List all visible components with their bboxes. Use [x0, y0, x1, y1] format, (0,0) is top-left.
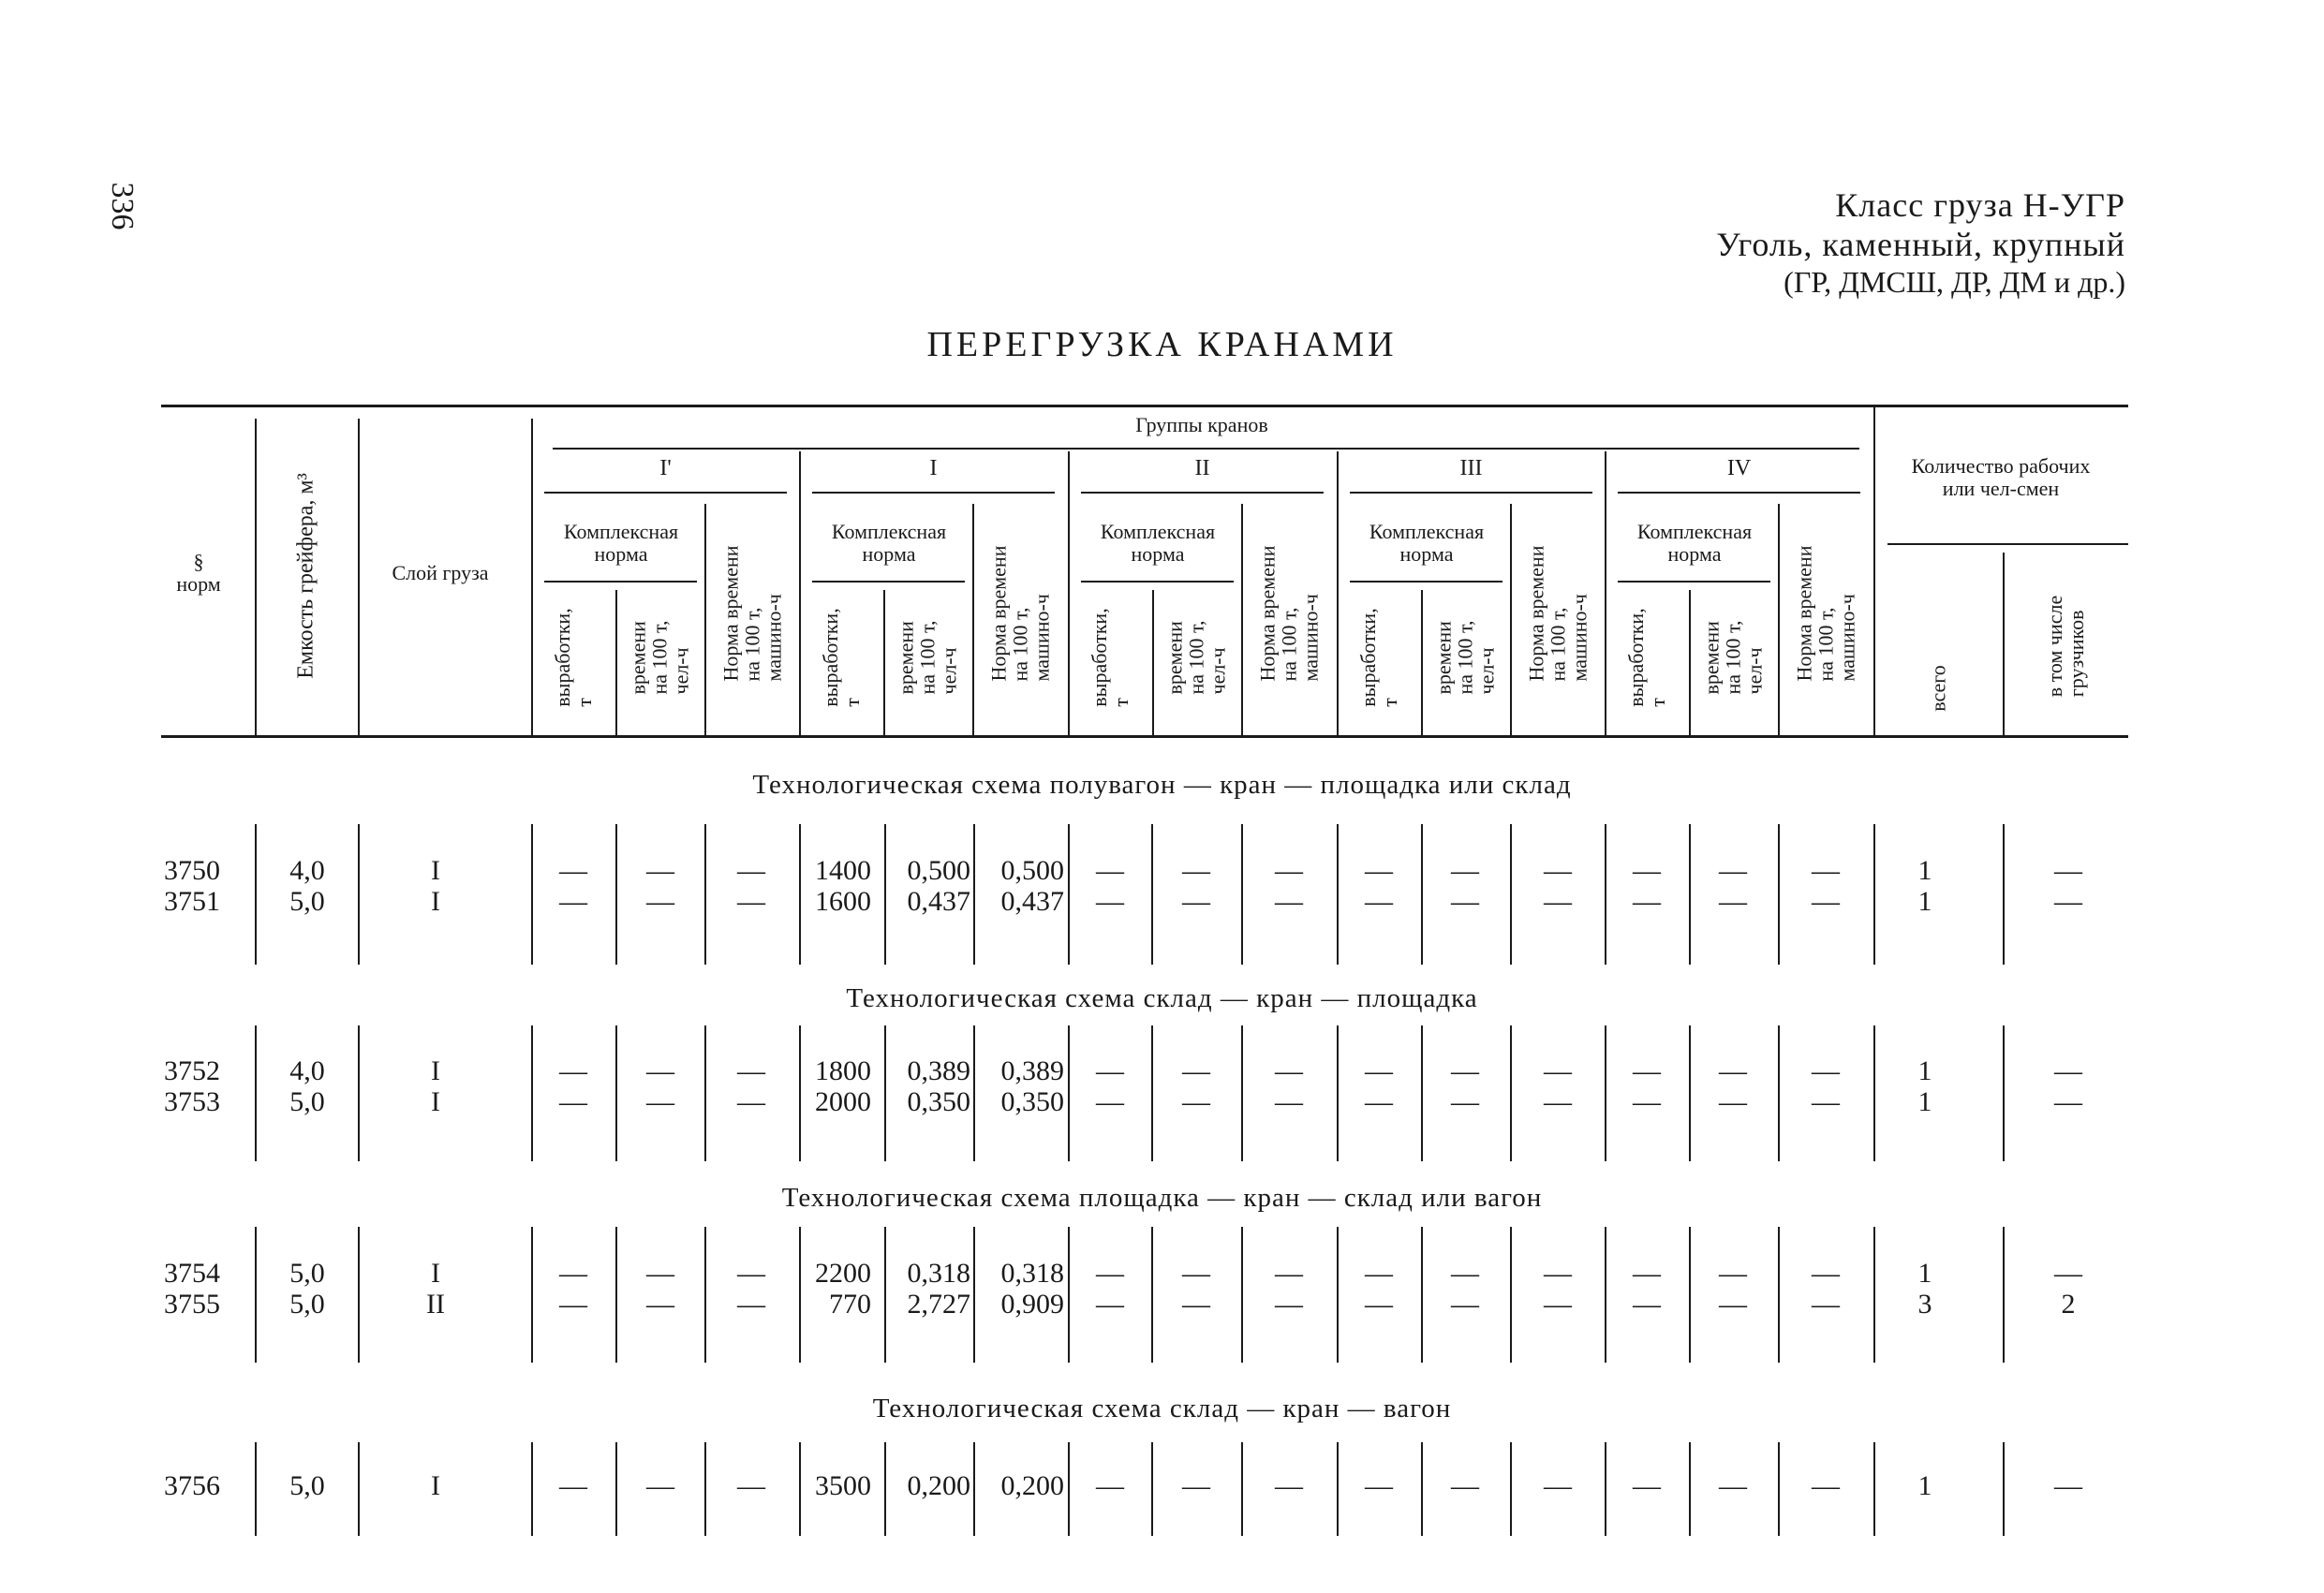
loaders-count-cell: — [2054, 1470, 2082, 1501]
norm-number-cell: 3751 [164, 886, 220, 917]
output-subheader: выработки, т [550, 608, 596, 707]
workers-total-cell: 1 [1917, 1470, 1932, 1501]
group-3-output-cell: — [1365, 855, 1393, 886]
group-rule [544, 492, 787, 494]
complex-norm-rule [1081, 581, 1234, 583]
group-1-output-cell: 770 [829, 1289, 871, 1320]
group-1prime-output-cell: — [559, 886, 587, 917]
group-rule [812, 492, 1055, 494]
group-3-machine-cell: — [1544, 1258, 1572, 1289]
column-divider [1337, 1025, 1339, 1161]
group-4-output-cell: — [1633, 855, 1661, 886]
machine-time-subheader: Норма времени на 100 т, машино-ч [1524, 545, 1591, 682]
group-1-output-cell: 2200 [815, 1258, 871, 1289]
group-1-machine-cell: 0,500 [1000, 855, 1064, 886]
cargo-layer-cell: I [431, 855, 440, 886]
group-2-time-cell: — [1182, 1086, 1210, 1117]
column-divider [358, 419, 360, 735]
column-divider [1068, 824, 1070, 965]
group-4-output-cell: — [1633, 1470, 1661, 1501]
group-2-machine-cell: — [1275, 1086, 1303, 1117]
crane-groups-rule [553, 448, 1859, 450]
loaders-count-cell: — [2054, 1055, 2082, 1086]
group-2-output-cell: — [1096, 855, 1124, 886]
time-subheader: времени на 100 т, чел-ч [894, 620, 961, 695]
group-1-output-cell: 3500 [815, 1470, 871, 1501]
column-divider [1873, 824, 1875, 965]
group-4-output-cell: — [1633, 1289, 1661, 1320]
workers-total-cell: 1 [1917, 1055, 1932, 1086]
column-divider [704, 1025, 706, 1161]
column-divider [1068, 1442, 1070, 1536]
group-4-machine-cell: — [1812, 1258, 1840, 1289]
group-1prime-output-cell: — [559, 1258, 587, 1289]
output-subheader: выработки, т [1087, 608, 1132, 707]
complex-norm-header: Комплексная норма [563, 519, 679, 566]
complex-norm-header: Комплексная норма [1100, 519, 1216, 566]
grab-capacity-header: Емкость грейфера, м³ [293, 473, 318, 679]
column-divider [358, 1227, 360, 1363]
column-divider [1510, 1442, 1512, 1536]
header-top-rule [161, 405, 2128, 407]
group-3-output-cell: — [1365, 1086, 1393, 1117]
column-divider [799, 824, 801, 965]
column-divider [973, 1227, 975, 1363]
norm-number-cell: 3753 [164, 1086, 220, 1117]
column-divider [884, 1025, 886, 1161]
column-divider [2003, 1442, 2005, 1536]
column-divider [1873, 1025, 1875, 1161]
cargo-layer-cell: II [426, 1289, 445, 1320]
group-1-output-cell: 1600 [815, 886, 871, 917]
column-divider [1241, 1227, 1243, 1363]
column-divider [704, 1442, 706, 1536]
group-3-output-cell: — [1365, 1289, 1393, 1320]
column-divider [799, 1442, 801, 1536]
workers-count-rule [1887, 543, 2128, 545]
grab-capacity-cell: 5,0 [289, 886, 325, 917]
crane-group-label: II [1194, 455, 1210, 480]
group-1prime-time-cell: — [646, 1470, 674, 1501]
column-divider [1873, 405, 1875, 735]
column-divider [1151, 824, 1153, 965]
crane-group-label: I [929, 455, 938, 480]
column-divider [799, 1227, 801, 1363]
crane-group-label: I' [659, 455, 672, 480]
loaders-count-cell: — [2054, 1086, 2082, 1117]
group-3-machine-cell: — [1544, 1055, 1572, 1086]
time-subheader: времени на 100 т, чел-ч [1699, 620, 1767, 695]
group-2-output-cell: — [1096, 1086, 1124, 1117]
column-divider [884, 824, 886, 965]
cargo-class-header [1716, 185, 2125, 301]
column-divider [1873, 1442, 1875, 1536]
group-1-time-cell: 0,500 [907, 855, 970, 886]
group-1-machine-cell: 0,389 [1000, 1055, 1064, 1086]
group-4-time-cell: — [1719, 1258, 1747, 1289]
grab-capacity-cell: 5,0 [289, 1258, 325, 1289]
cargo-layer-cell: I [431, 1086, 440, 1117]
cargo-layer-cell: I [431, 1470, 440, 1501]
group-4-time-cell: — [1719, 886, 1747, 917]
cargo-layer-cell: I [431, 1258, 440, 1289]
group-2-time-cell: — [1182, 886, 1210, 917]
group-2-time-cell: — [1182, 1470, 1210, 1501]
cargo-name-line: Уголь, каменный, крупный [1716, 226, 2125, 264]
group-2-output-cell: — [1096, 1258, 1124, 1289]
group-2-machine-cell: — [1275, 1470, 1303, 1501]
group-1prime-machine-cell: — [737, 1086, 765, 1117]
group-1-time-cell: 0,200 [907, 1470, 970, 1501]
group-3-time-cell: — [1451, 1055, 1479, 1086]
group-divider [799, 451, 801, 735]
grab-capacity-cell: 4,0 [289, 855, 325, 886]
header-bottom-rule [161, 735, 2128, 738]
column-divider [973, 1442, 975, 1536]
group-2-time-cell: — [1182, 1055, 1210, 1086]
group-1prime-output-cell: — [559, 1289, 587, 1320]
group-3-machine-cell: — [1544, 1289, 1572, 1320]
group-1-output-cell: 1400 [815, 855, 871, 886]
subcolumn-divider [615, 590, 617, 735]
group-2-output-cell: — [1096, 1055, 1124, 1086]
group-2-output-cell: — [1096, 1470, 1124, 1501]
column-divider [1510, 824, 1512, 965]
group-1prime-machine-cell: — [737, 1055, 765, 1086]
group-1prime-time-cell: — [646, 1258, 674, 1289]
column-divider [1605, 1227, 1606, 1363]
column-divider [2003, 1227, 2005, 1363]
group-2-output-cell: — [1096, 886, 1124, 917]
section-title: Технологическая схема площадка — кран — склад или вагон [781, 1183, 1543, 1213]
column-divider [799, 1025, 801, 1161]
group-3-output-cell: — [1365, 886, 1393, 917]
column-divider [884, 1227, 886, 1363]
group-3-output-cell: — [1365, 1055, 1393, 1086]
column-divider [255, 1025, 257, 1161]
column-divider [1510, 1025, 1512, 1161]
group-1prime-output-cell: — [559, 1086, 587, 1117]
column-divider [973, 824, 975, 965]
norm-number-cell: 3756 [164, 1470, 220, 1501]
group-3-time-cell: — [1451, 1086, 1479, 1117]
group-4-time-cell: — [1719, 855, 1747, 886]
norm-number-cell: 3755 [164, 1289, 220, 1320]
group-1prime-output-cell: — [559, 855, 587, 886]
section-title: Технологическая схема склад — кран — площадка [846, 983, 1478, 1013]
subcolumn-divider [1510, 504, 1512, 735]
grab-capacity-cell: 4,0 [289, 1055, 325, 1086]
group-4-time-cell: — [1719, 1086, 1747, 1117]
column-divider [1689, 824, 1691, 965]
group-2-machine-cell: — [1275, 1258, 1303, 1289]
output-subheader: выработки, т [1355, 608, 1401, 707]
group-1prime-machine-cell: — [737, 1258, 765, 1289]
complex-norm-rule [1618, 581, 1770, 583]
norm-number-cell: 3750 [164, 855, 220, 886]
group-4-machine-cell: — [1812, 1055, 1840, 1086]
column-divider [1151, 1227, 1153, 1363]
column-divider [1421, 1227, 1423, 1363]
column-divider [1778, 1025, 1780, 1161]
group-1-machine-cell: 0,909 [1000, 1289, 1064, 1320]
group-1prime-output-cell: — [559, 1470, 587, 1501]
column-divider [358, 824, 360, 965]
loaders-count-cell: — [2054, 1258, 2082, 1289]
group-rule [1350, 492, 1592, 494]
subcolumn-divider [1241, 504, 1243, 735]
column-divider [1778, 824, 1780, 965]
group-2-machine-cell: — [1275, 1289, 1303, 1320]
group-3-machine-cell: — [1544, 1470, 1572, 1501]
group-4-time-cell: — [1719, 1289, 1747, 1320]
machine-time-subheader: Норма времени на 100 т, машино-ч [1792, 545, 1859, 682]
machine-time-subheader: Норма времени на 100 т, машино-ч [1255, 545, 1323, 682]
group-1-machine-cell: 0,437 [1000, 886, 1064, 917]
complex-norm-header: Комплексная норма [831, 519, 947, 566]
column-divider [2003, 824, 2005, 965]
subcolumn-divider [1689, 590, 1691, 735]
column-divider [884, 1442, 886, 1536]
column-divider [1605, 1025, 1606, 1161]
group-3-machine-cell: — [1544, 886, 1572, 917]
group-3-time-cell: — [1451, 886, 1479, 917]
complex-norm-header: Комплексная норма [1369, 519, 1485, 566]
group-2-time-cell: — [1182, 1258, 1210, 1289]
page-number: 336 [105, 182, 140, 230]
column-divider [1068, 1025, 1070, 1161]
group-2-machine-cell: — [1275, 886, 1303, 917]
subcolumn-divider [704, 504, 706, 735]
column-divider [973, 1025, 975, 1161]
column-divider [255, 419, 257, 735]
group-2-time-cell: — [1182, 1289, 1210, 1320]
group-4-output-cell: — [1633, 1258, 1661, 1289]
column-divider [615, 1442, 617, 1536]
group-3-machine-cell: — [1544, 1086, 1572, 1117]
group-1-output-cell: 2000 [815, 1086, 871, 1117]
column-divider [1778, 1442, 1780, 1536]
group-1prime-output-cell: — [559, 1055, 587, 1086]
group-1prime-machine-cell: — [737, 886, 765, 917]
group-1-time-cell: 0,318 [907, 1258, 970, 1289]
group-3-time-cell: — [1451, 855, 1479, 886]
column-divider [704, 1227, 706, 1363]
cargo-layer-cell: I [431, 886, 440, 917]
group-divider [1605, 451, 1606, 735]
grab-capacity-cell: 5,0 [289, 1289, 325, 1320]
group-1prime-time-cell: — [646, 855, 674, 886]
column-divider [531, 1025, 533, 1161]
column-divider [1151, 1442, 1153, 1536]
group-divider [1068, 451, 1070, 735]
subcolumn-divider [1152, 590, 1154, 735]
group-1prime-machine-cell: — [737, 855, 765, 886]
workers-total-cell: 1 [1917, 1258, 1932, 1289]
column-divider [255, 1227, 257, 1363]
workers-total-cell: 3 [1917, 1289, 1932, 1320]
group-4-machine-cell: — [1812, 1086, 1840, 1117]
column-divider [1605, 1442, 1606, 1536]
cargo-layer-header: Слой груза [392, 560, 489, 584]
workers-count-header: Количество рабочих или чел-смен [1911, 453, 2091, 500]
group-3-time-cell: — [1451, 1470, 1479, 1501]
group-1prime-machine-cell: — [737, 1470, 765, 1501]
column-divider [255, 1442, 257, 1536]
group-1prime-machine-cell: — [737, 1289, 765, 1320]
norm-number-header: § норм [176, 549, 221, 596]
column-divider [2003, 553, 2005, 735]
crane-groups-header: Группы кранов [1135, 412, 1268, 436]
complex-norm-rule [544, 581, 697, 583]
group-1-machine-cell: 0,318 [1000, 1258, 1064, 1289]
column-divider [1241, 1442, 1243, 1536]
group-2-time-cell: — [1182, 855, 1210, 886]
column-divider [1421, 1025, 1423, 1161]
group-1-time-cell: 0,437 [907, 886, 970, 917]
column-divider [1605, 824, 1606, 965]
column-divider [1778, 1227, 1780, 1363]
column-divider [1241, 824, 1243, 965]
group-1-time-cell: 2,727 [907, 1289, 970, 1320]
group-2-machine-cell: — [1275, 1055, 1303, 1086]
group-4-machine-cell: — [1812, 855, 1840, 886]
group-4-machine-cell: — [1812, 1470, 1840, 1501]
column-divider [1337, 1442, 1339, 1536]
workers-total-cell: 1 [1917, 855, 1932, 886]
group-1prime-time-cell: — [646, 1289, 674, 1320]
column-divider [615, 824, 617, 965]
time-subheader: времени на 100 т, чел-ч [626, 620, 693, 695]
time-subheader: времени на 100 т, чел-ч [1431, 620, 1499, 695]
output-subheader: выработки, т [818, 608, 864, 707]
group-4-machine-cell: — [1812, 1289, 1840, 1320]
group-rule [1081, 492, 1324, 494]
group-4-output-cell: — [1633, 886, 1661, 917]
column-divider [1068, 1227, 1070, 1363]
norm-number-cell: 3754 [164, 1258, 220, 1289]
column-divider [1421, 1442, 1423, 1536]
norm-number-cell: 3752 [164, 1055, 220, 1086]
column-divider [615, 1227, 617, 1363]
total-header: всего [1926, 665, 1950, 712]
group-1prime-time-cell: — [646, 886, 674, 917]
column-divider [1241, 1025, 1243, 1161]
group-4-output-cell: — [1633, 1055, 1661, 1086]
column-divider [2003, 1025, 2005, 1161]
subcolumn-divider [883, 590, 885, 735]
group-divider [1337, 451, 1339, 735]
group-3-output-cell: — [1365, 1258, 1393, 1289]
group-3-machine-cell: — [1544, 855, 1572, 886]
output-subheader: выработки, т [1623, 608, 1669, 707]
loaders-count-cell: — [2054, 855, 2082, 886]
section-title: Технологическая схема полувагон — кран — площадка или склад [752, 770, 1572, 800]
column-divider [531, 824, 533, 965]
group-1-machine-cell: 0,350 [1000, 1086, 1064, 1117]
column-divider [1689, 1025, 1691, 1161]
grab-capacity-cell: 5,0 [289, 1086, 325, 1117]
subcolumn-divider [1421, 590, 1423, 735]
loaders-header: в том числе грузчиков [2042, 595, 2088, 698]
cargo-class-line: Класс груза Н-УГР [1835, 186, 2125, 224]
column-divider [531, 1442, 533, 1536]
complex-norm-rule [812, 581, 965, 583]
cargo-layer-cell: I [431, 1055, 440, 1086]
group-3-output-cell: — [1365, 1470, 1393, 1501]
column-divider [615, 1025, 617, 1161]
column-divider [358, 1442, 360, 1536]
group-3-time-cell: — [1451, 1258, 1479, 1289]
column-divider [531, 1227, 533, 1363]
column-divider [1873, 1227, 1875, 1363]
group-4-machine-cell: — [1812, 886, 1840, 917]
crane-group-label: IV [1726, 455, 1752, 480]
grab-capacity-cell: 5,0 [289, 1470, 325, 1501]
group-2-output-cell: — [1096, 1289, 1124, 1320]
group-1prime-time-cell: — [646, 1055, 674, 1086]
column-divider [1337, 1227, 1339, 1363]
group-1-time-cell: 0,350 [907, 1086, 970, 1117]
group-3-time-cell: — [1451, 1289, 1479, 1320]
group-1-output-cell: 1800 [815, 1055, 871, 1086]
section-title: Технологическая схема склад — кран — вагон [872, 1394, 1452, 1423]
column-divider [1151, 1025, 1153, 1161]
group-4-time-cell: — [1719, 1470, 1747, 1501]
machine-time-subheader: Норма времени на 100 т, машино-ч [986, 545, 1054, 682]
column-divider [358, 1025, 360, 1161]
group-2-machine-cell: — [1275, 855, 1303, 886]
workers-total-cell: 1 [1917, 886, 1932, 917]
complex-norm-rule [1350, 581, 1502, 583]
subcolumn-divider [972, 504, 974, 735]
loaders-count-cell: — [2054, 886, 2082, 917]
column-divider [1510, 1227, 1512, 1363]
machine-time-subheader: Норма времени на 100 т, машино-ч [718, 545, 786, 682]
column-divider [255, 824, 257, 965]
crane-group-label: III [1459, 455, 1483, 480]
cargo-grades-line: (ГР, ДМСШ, ДР, ДМ и др.) [1784, 264, 2125, 299]
workers-total-cell: 1 [1917, 1086, 1932, 1117]
time-subheader: времени на 100 т, чел-ч [1162, 620, 1230, 695]
loaders-count-cell: 2 [2061, 1289, 2076, 1320]
subcolumn-divider [1778, 504, 1780, 735]
column-divider [1689, 1227, 1691, 1363]
group-1prime-time-cell: — [646, 1086, 674, 1117]
group-4-output-cell: — [1633, 1086, 1661, 1117]
column-divider [1421, 824, 1423, 965]
group-4-time-cell: — [1719, 1055, 1747, 1086]
column-divider [531, 419, 533, 735]
group-1-time-cell: 0,389 [907, 1055, 970, 1086]
page-title: ПЕРЕГРУЗКА КРАНАМИ [926, 325, 1398, 364]
group-1-machine-cell: 0,200 [1000, 1470, 1064, 1501]
column-divider [704, 824, 706, 965]
column-divider [1337, 824, 1339, 965]
group-rule [1618, 492, 1860, 494]
column-divider [1689, 1442, 1691, 1536]
complex-norm-header: Комплексная норма [1636, 519, 1753, 566]
